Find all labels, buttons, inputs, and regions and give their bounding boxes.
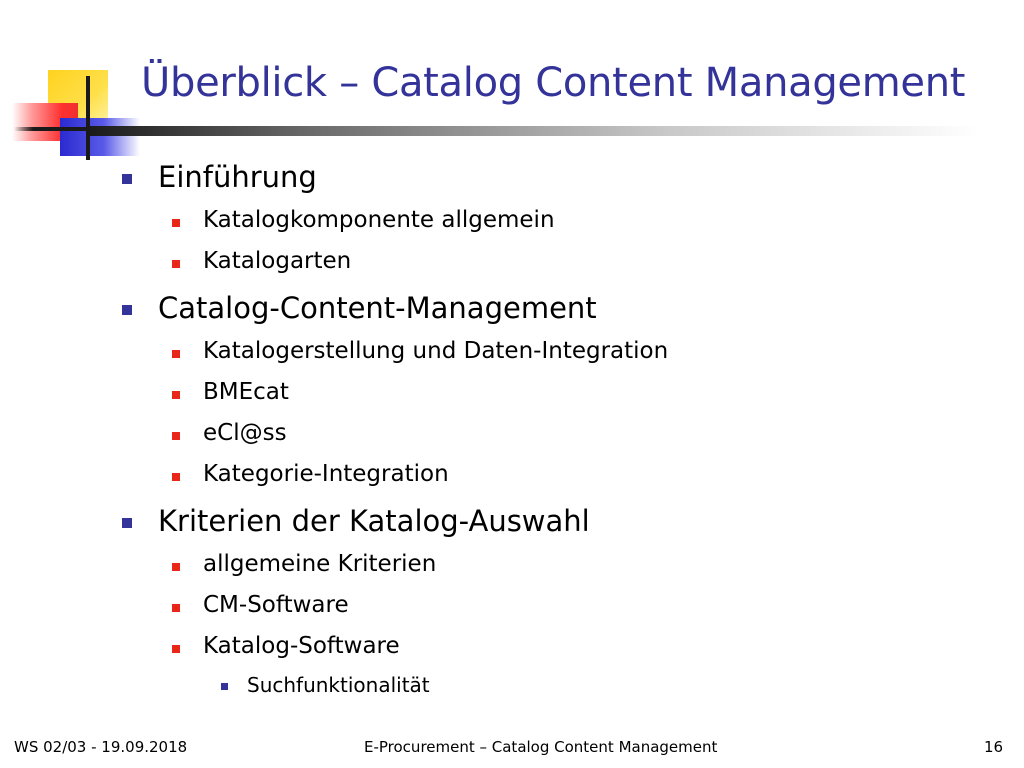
square-bullet-icon	[172, 645, 180, 653]
square-bullet-icon	[122, 305, 132, 315]
outline-item	[203, 420, 287, 446]
outline-item-text: Katalogkomponente allgemein	[203, 207, 555, 233]
outline-item-text: Catalog-Content-Management	[158, 291, 597, 325]
slide-title: Überblick – Catalog Content Management	[141, 60, 966, 106]
square-bullet-icon	[172, 391, 180, 399]
outline-item	[158, 291, 597, 325]
square-bullet-icon	[172, 260, 180, 268]
square-bullet-icon	[172, 432, 180, 440]
page-number: 16	[984, 738, 1004, 756]
square-bullet-icon	[122, 174, 132, 184]
outline-item-text: CM-Software	[203, 592, 349, 618]
footer-date: WS 02/03 - 19.09.2018	[14, 738, 188, 756]
outline-item-text: Einführung	[158, 160, 317, 194]
square-bullet-icon	[221, 683, 228, 690]
outline-item	[203, 633, 400, 659]
square-bullet-icon	[172, 219, 180, 227]
square-bullet-icon	[172, 473, 180, 481]
outline-item	[203, 207, 555, 233]
outline-item-text: Kategorie-Integration	[203, 461, 449, 487]
outline-item-text: allgemeine Kriterien	[203, 551, 437, 577]
outline-item	[158, 504, 590, 538]
square-bullet-icon	[172, 563, 180, 571]
square-bullet-icon	[122, 518, 132, 528]
outline-item-text: Katalogerstellung und Daten-Integration	[203, 338, 669, 364]
outline-item-text: Kriterien der Katalog-Auswahl	[158, 504, 590, 538]
square-bullet-icon	[172, 350, 180, 358]
outline-item	[203, 551, 436, 577]
outline-item	[203, 592, 349, 618]
outline-item	[203, 248, 351, 274]
outline-item-text: BMEcat	[203, 379, 289, 405]
outline-item	[203, 461, 449, 487]
outline-item	[203, 379, 289, 405]
outline-item-text: eCl@ss	[203, 420, 287, 446]
footer-title: E-Procurement – Catalog Content Management	[364, 738, 718, 756]
outline-item	[247, 673, 430, 697]
outline-item-text: Katalogarten	[203, 248, 352, 274]
square-bullet-icon	[172, 604, 180, 612]
outline-item-text: Katalog-Software	[203, 633, 400, 659]
outline-item	[203, 338, 668, 364]
outline-item-text: Suchfunktionalität	[247, 673, 430, 697]
outline-item	[158, 160, 317, 194]
